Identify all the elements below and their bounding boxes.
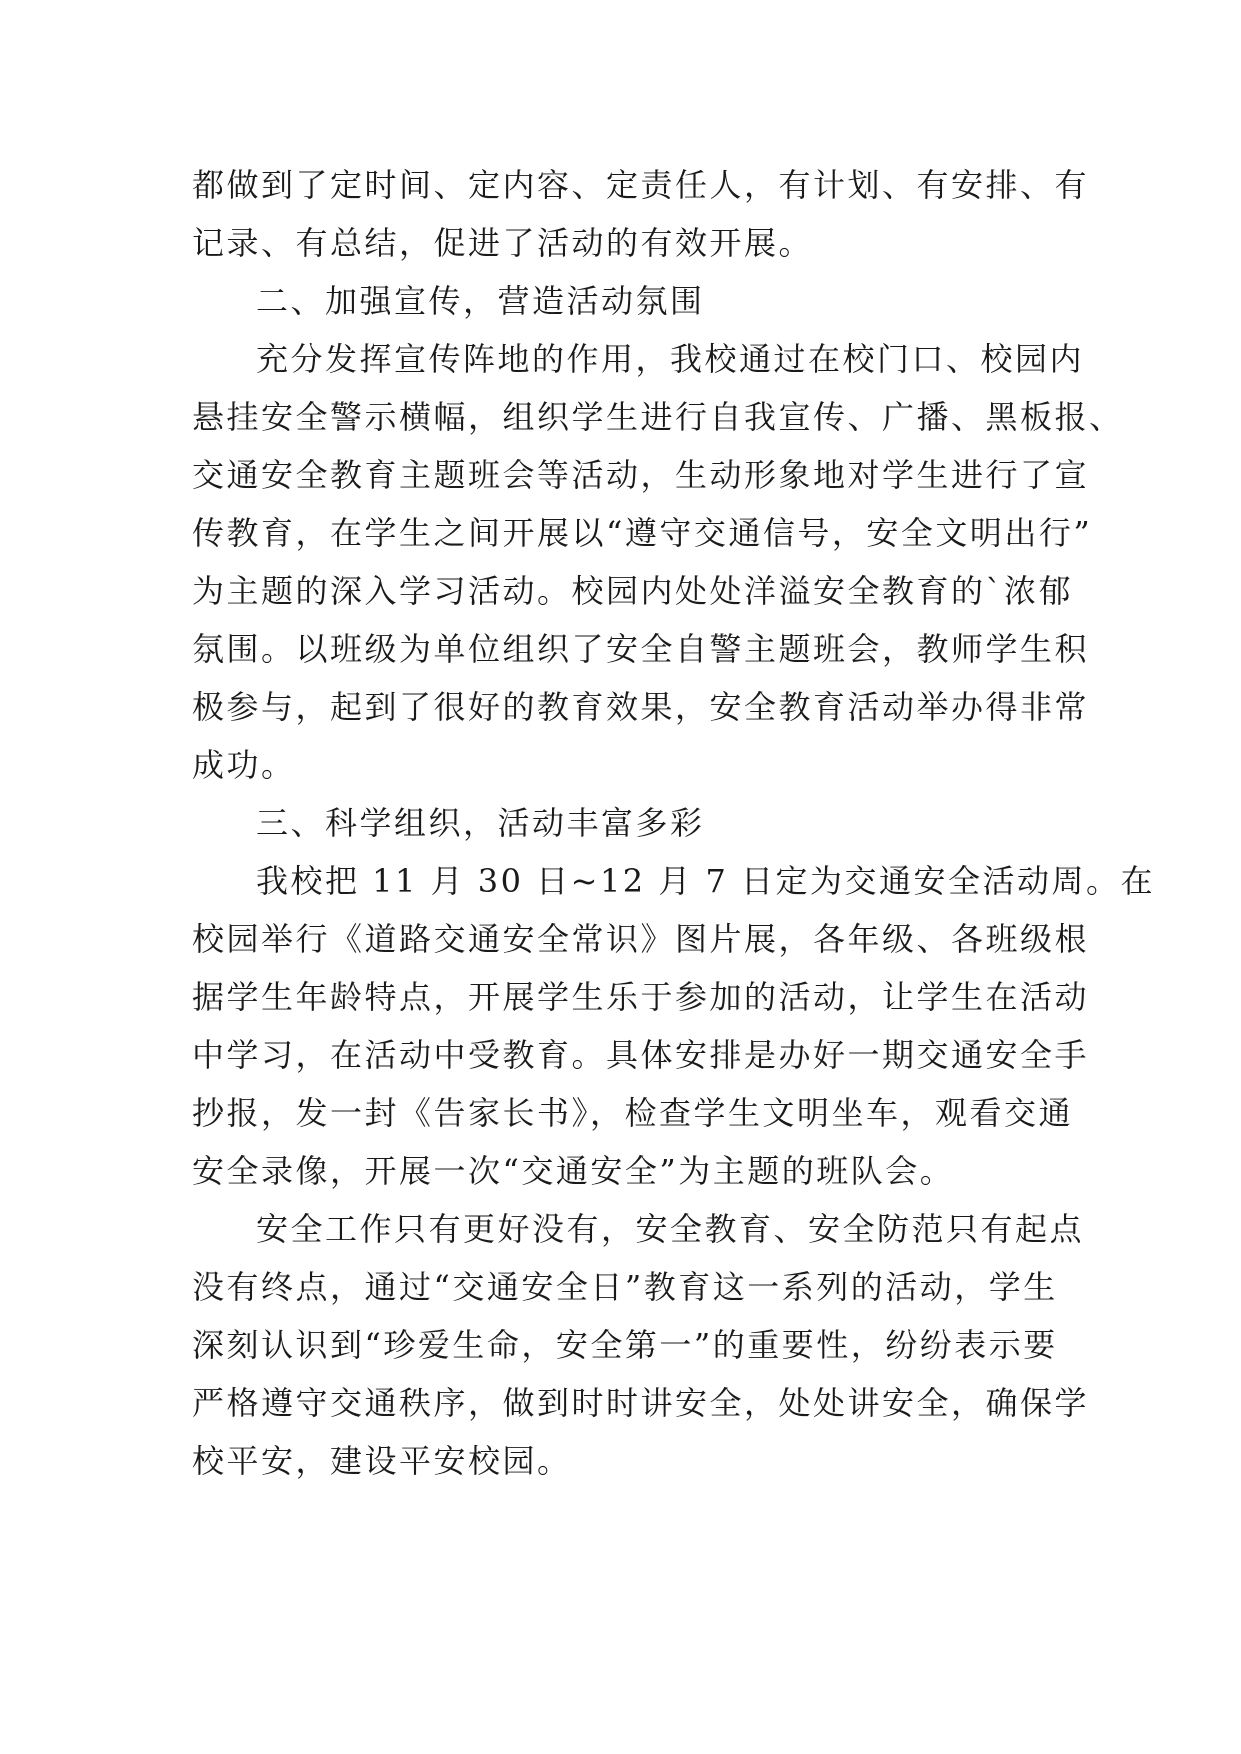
section-heading: 二、加强宣传，营造活动氛围 [256, 282, 705, 320]
text-line: 成功。 [192, 746, 296, 784]
text-line: 没有终点，通过“交通安全日”教育这一系列的活动，学生 [192, 1268, 1058, 1306]
text-line: 悬挂安全警示横幅，组织学生进行自我宣传、广播、黑板报、 [192, 398, 1124, 436]
document-body [192, 156, 1156, 1490]
text-line: 严格遵守交通秩序，做到时时讲安全，处处讲安全，确保学 [192, 1384, 1090, 1422]
text-line: 据学生年龄特点，开展学生乐于参加的活动，让学生在活动 [192, 978, 1090, 1016]
text-line: 我校把 11 月 30 日~12 月 7 日定为交通安全活动周。在 [256, 862, 1156, 900]
text-line: 极参与，起到了很好的教育效果，安全教育活动举办得非常 [192, 688, 1090, 726]
text-line: 都做到了定时间、定内容、定责任人，有计划、有安排、有 [192, 166, 1090, 204]
text-line: 安全录像，开展一次“交通安全”为主题的班队会。 [192, 1152, 955, 1190]
text-line: 中学习，在活动中受教育。具体安排是办好一期交通安全手 [192, 1036, 1090, 1074]
text-line: 安全工作只有更好没有，安全教育、安全防范只有起点 [256, 1210, 1085, 1248]
text-line: 充分发挥宣传阵地的作用，我校通过在校门口、校园内 [256, 340, 1085, 378]
text-line: 传教育，在学生之间开展以“遵守交通信号，安全文明出行” [192, 514, 1093, 552]
text-line: 抄报，发一封《告家长书》，检查学生文明坐车，观看交通 [192, 1094, 1074, 1132]
text-line: 校平安，建设平安校园。 [192, 1442, 572, 1480]
text-line: 为主题的深入学习活动。校园内处处洋溢安全教育的`浓郁 [192, 572, 1074, 610]
text-line: 深刻认识到“珍爱生命，安全第一”的重要性，纷纷表示要 [192, 1326, 1058, 1364]
text-line: 校园举行《道路交通安全常识》图片展，各年级、各班级根 [192, 920, 1090, 958]
section-heading: 三、科学组织，活动丰富多彩 [256, 804, 705, 842]
text-line: 交通安全教育主题班会等活动，生动形象地对学生进行了宣 [192, 456, 1090, 494]
text-line: 氛围。以班级为单位组织了安全自警主题班会，教师学生积 [192, 630, 1090, 668]
text-line: 记录、有总结，促进了活动的有效开展。 [192, 224, 814, 262]
